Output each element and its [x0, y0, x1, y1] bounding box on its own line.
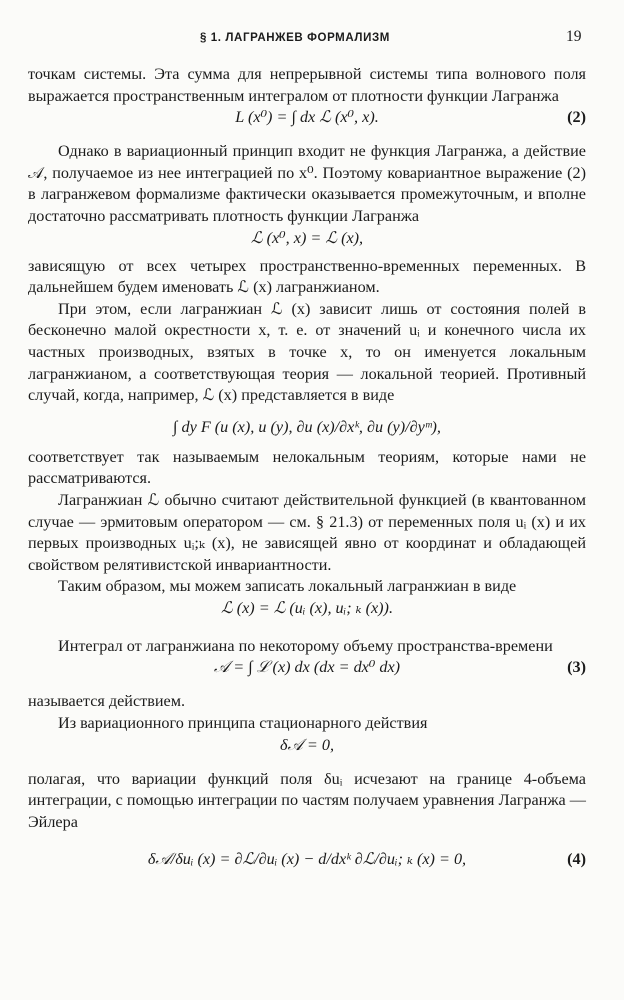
equation-expression: ∫ dy F (u (x), u (y), ∂u (x)/∂xᵏ, ∂u (y)/∂yᵐ),: [173, 417, 441, 436]
page-number: 19: [566, 28, 582, 45]
paragraph: называется действием.: [28, 692, 185, 711]
paragraph: точкам системы. Эта сумма для непрерывной системы типа волнового поля выражается пространственным интегралом от плотности функции Лагранжа: [28, 65, 586, 105]
equation-3: [28, 657, 586, 685]
paragraph: Лагранжиан ℒ обычно считают действительной функцией (в квантованном случае — эрмитовым оператором — см. § 21.3) от переменных поля uᵢ (x) и их первых производных uᵢ;ₖ (x), не зависящей явно от координат и обладающей свойством релятивистской инвариантности.: [28, 490, 586, 574]
equation: [28, 735, 586, 763]
equation-expression: ℒ (x) = ℒ (uᵢ (x), uᵢ; ₖ (x)).: [221, 598, 393, 617]
page-header: [0, 26, 624, 48]
page-body: [28, 64, 586, 879]
equation: [28, 598, 586, 626]
equation-nonlocal: [28, 407, 586, 447]
paragraph: Интеграл от лагранжиана по некоторому объему пространства-времени: [58, 636, 553, 655]
equation-expression: δ𝒜 = 0,: [280, 735, 334, 754]
paragraph: Из вариационного принципа стационарного действия: [58, 714, 428, 733]
paragraph: зависящую от всех четырех пространственно-временных переменных. В дальнейшем будем именовать ℒ (x) лагранжианом.: [28, 256, 586, 297]
paragraph: При этом, если лагранжиан ℒ (x) зависит лишь от состояния полей в бесконечно малой окрестности x, т. е. от значений uᵢ и конечного числа их частных производных, взятых в точке x, то он именуется локальным лагранжианом, а соответствующая теория — локальной теорией. Противный случай, когда, например, ℒ (x) представляется в виде: [28, 299, 586, 405]
equation-4: [28, 839, 586, 879]
equation-expression: δ𝒜/δuᵢ (x) = ∂ℒ/∂uᵢ (x) − d/dxᵏ ∂ℒ/∂uᵢ; ₖ (x) = 0,: [147, 850, 467, 869]
paragraph: соответствует так называемым нелокальным теориям, которые нами не рассматриваются.: [28, 447, 586, 488]
equation: [28, 228, 586, 256]
paragraph: полагая, что вариации функций поля δuᵢ исчезают на границе 4-объема интеграции, с помощью интеграции по частям получаем уравнения Лагранжа — Эйлера: [28, 769, 586, 831]
equation-number: (2): [567, 108, 586, 127]
paragraph: Таким образом, мы можем записать локальный лагранжиан в виде: [58, 577, 517, 596]
paragraph: Однако в вариационный принцип входит не функция Лагранжа, а действие 𝒜, получаемое из нее интеграцией по x⁰. Поэтому ковариантное выражение (2) в лагранжевом формализме фактически оказывается промежуточным, и вполне достаточно рассматривать плотность функции Лагранжа: [28, 142, 586, 225]
equation-expression: 𝒜 = ∫ ℒ (x) dx (dx = dx⁰ dx): [213, 658, 401, 677]
equation-expression: L (x⁰) = ∫ dx ℒ (x⁰, x).: [235, 108, 379, 127]
equation-2: [28, 107, 586, 135]
equation-number: (4): [567, 850, 586, 869]
running-head: § 1. ЛАГРАНЖЕВ ФОРМАЛИЗМ: [200, 32, 390, 44]
equation-expression: ℒ (x⁰, x) = ℒ (x),: [250, 228, 364, 247]
equation-number: (3): [567, 658, 586, 677]
